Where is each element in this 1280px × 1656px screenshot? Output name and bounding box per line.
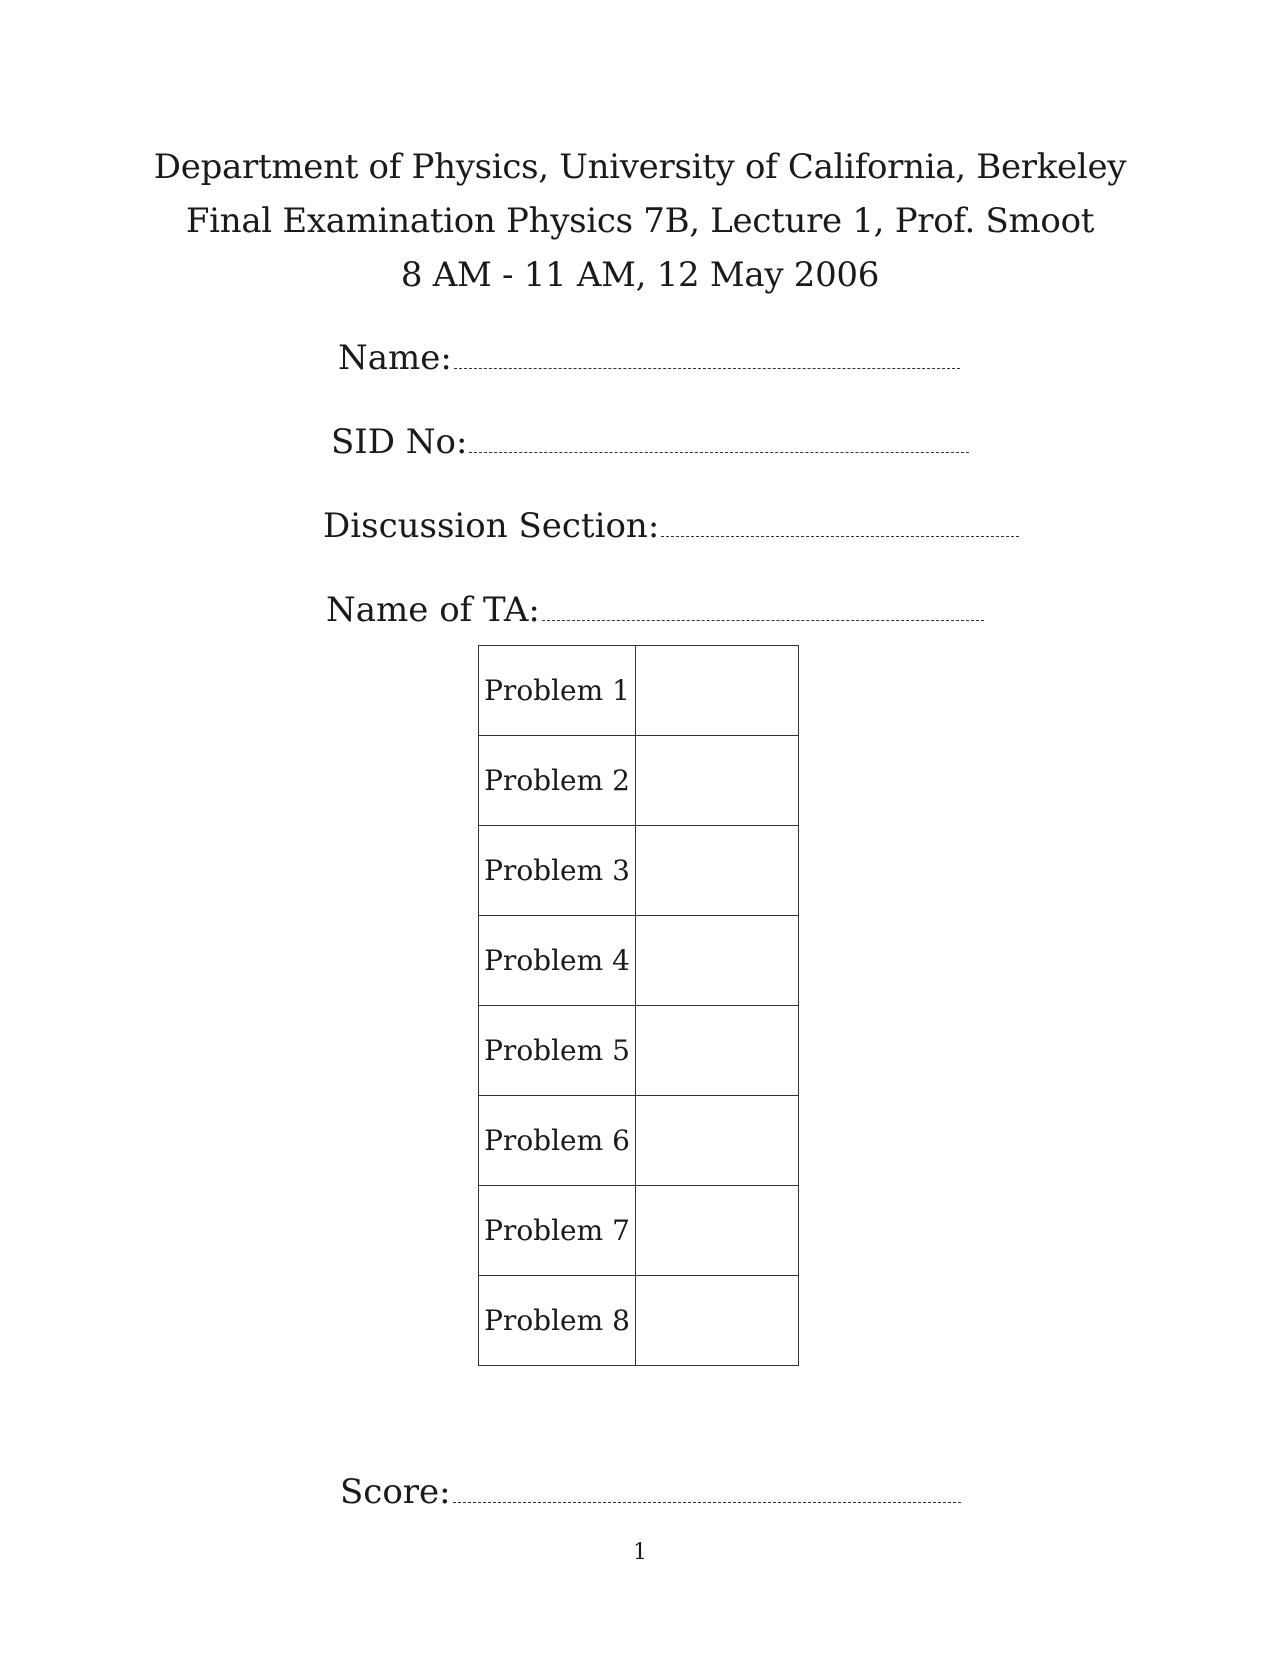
sid-label: SID No: <box>331 422 468 462</box>
problem-label: Problem 1 <box>479 646 636 736</box>
name-fill-line[interactable] <box>454 338 960 369</box>
discussion-section-field[interactable] <box>323 506 1019 546</box>
score-field[interactable] <box>340 1472 961 1512</box>
table-row <box>479 1186 799 1276</box>
problem-score-cell[interactable] <box>636 1186 799 1276</box>
problem-label: Problem 6 <box>479 1096 636 1186</box>
discussion-section-label: Discussion Section: <box>323 506 660 546</box>
problem-score-table <box>478 645 799 1366</box>
problem-score-cell[interactable] <box>636 1096 799 1186</box>
exam-title: Final Examination Physics 7B, Lecture 1, Prof. Smoot <box>185 201 1095 241</box>
table-row <box>479 916 799 1006</box>
problem-label: Problem 8 <box>479 1276 636 1366</box>
score-label: Score: <box>340 1472 451 1512</box>
sid-fill-line[interactable] <box>469 422 969 453</box>
page-number: 1 <box>633 1540 647 1565</box>
table-row <box>479 1006 799 1096</box>
exam-datetime: 8 AM - 11 AM, 12 May 2006 <box>400 255 880 295</box>
problem-label: Problem 4 <box>479 916 636 1006</box>
problem-score-cell[interactable] <box>636 1006 799 1096</box>
ta-name-field[interactable] <box>326 590 984 630</box>
ta-name-label: Name of TA: <box>326 590 540 630</box>
problem-label: Problem 3 <box>479 826 636 916</box>
problem-label: Problem 5 <box>479 1006 636 1096</box>
score-fill-line[interactable] <box>453 1472 961 1503</box>
problem-score-cell[interactable] <box>636 1276 799 1366</box>
problem-score-cell[interactable] <box>636 916 799 1006</box>
table-row <box>479 1096 799 1186</box>
table-row <box>479 826 799 916</box>
ta-name-fill-line[interactable] <box>542 590 984 621</box>
department-title: Department of Physics, University of California, Berkeley <box>153 147 1127 187</box>
exam-header <box>0 140 1280 302</box>
problem-score-cell[interactable] <box>636 646 799 736</box>
problem-label: Problem 2 <box>479 736 636 826</box>
problem-label: Problem 7 <box>479 1186 636 1276</box>
discussion-section-fill-line[interactable] <box>661 506 1019 537</box>
table-row <box>479 736 799 826</box>
name-label: Name: <box>338 338 452 378</box>
table-row <box>479 1276 799 1366</box>
table-row <box>479 646 799 736</box>
problem-score-cell[interactable] <box>636 826 799 916</box>
name-field[interactable] <box>338 338 960 378</box>
problem-score-cell[interactable] <box>636 736 799 826</box>
sid-field[interactable] <box>331 422 969 462</box>
